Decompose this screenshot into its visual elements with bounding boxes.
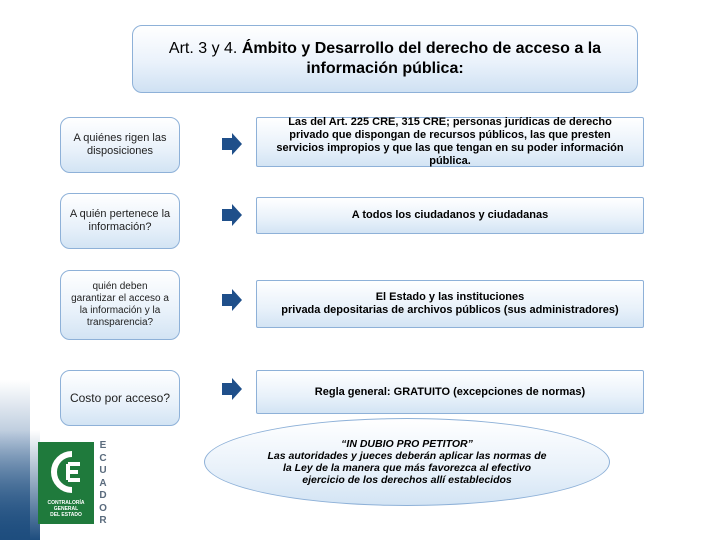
principle-oval	[204, 418, 610, 506]
title-box	[132, 25, 638, 93]
answer-text: A todos los ciudadanos y ciudadanas	[351, 209, 549, 221]
principle-body: Las autoridades y jueces deberán aplicar las normas de la Ley de la manera que más favorezca al efectivo ejercicio de los derechos allí establecidos	[267, 450, 547, 486]
country-letter: A	[99, 477, 107, 489]
question-text: A quién pertenece la información?	[69, 208, 171, 233]
country-letter: O	[99, 502, 107, 514]
question-text: quién deben garantizar el acceso a la información y la transparencia?	[71, 281, 169, 328]
logo-line: DEL ESTADO	[50, 512, 82, 518]
answer-line: El Estado y las instituciones	[375, 291, 525, 303]
question-box-who-governed	[60, 117, 180, 173]
answer-box-cost	[256, 370, 644, 414]
contraloria-emblem-icon	[42, 446, 90, 498]
arrow-right-icon	[222, 378, 242, 400]
answer-box-guarantor	[256, 280, 644, 328]
title-bold: Ámbito y Desarrollo del derecho de acceso a la información pública:	[241, 40, 602, 77]
arrow-right-icon	[222, 289, 242, 311]
logo-line: CONTRALORÍA	[47, 500, 85, 506]
answer-lines	[281, 291, 618, 317]
country-letter: D	[99, 490, 107, 501]
answer-text: Regla general: GRATUITO (excepciones de normas)	[314, 385, 586, 398]
answer-line: privada depositarias de archivos públicos (sus administradores)	[281, 304, 619, 316]
principle-title: “IN DUBIO PRO PETITOR”	[341, 438, 473, 450]
title-text	[143, 39, 627, 79]
country-letter: C	[99, 452, 107, 464]
arrow-right-icon	[222, 204, 242, 226]
country-letter: E	[99, 440, 107, 451]
question-box-cost	[60, 370, 180, 426]
arrow-right-icon	[222, 133, 242, 155]
question-box-guarantor	[60, 270, 180, 340]
country-letter: U	[99, 465, 107, 476]
country-vertical-text	[98, 440, 108, 528]
decorative-side-gradient-dark	[0, 430, 40, 540]
logo-caption	[38, 500, 94, 518]
title-prefix: Art. 3 y 4.	[168, 40, 242, 57]
question-box-information-owner	[60, 193, 180, 249]
logo-line: GENERAL	[53, 506, 79, 512]
contraloria-logo	[38, 442, 94, 524]
question-text: Costo por acceso?	[69, 391, 171, 405]
question-text: A quiénes rigen las disposiciones	[73, 132, 167, 157]
answer-text: Las del Art. 225 CRE, 315 CRE; personas jurídicas de derecho privado que dispongan de recursos públicos, las que presten servicios impropios y que las que tengan en su poder información pública.	[276, 116, 624, 167]
answer-box-information-owner	[256, 197, 644, 234]
answer-box-who-governed	[256, 117, 644, 167]
country-letter: R	[99, 515, 107, 526]
